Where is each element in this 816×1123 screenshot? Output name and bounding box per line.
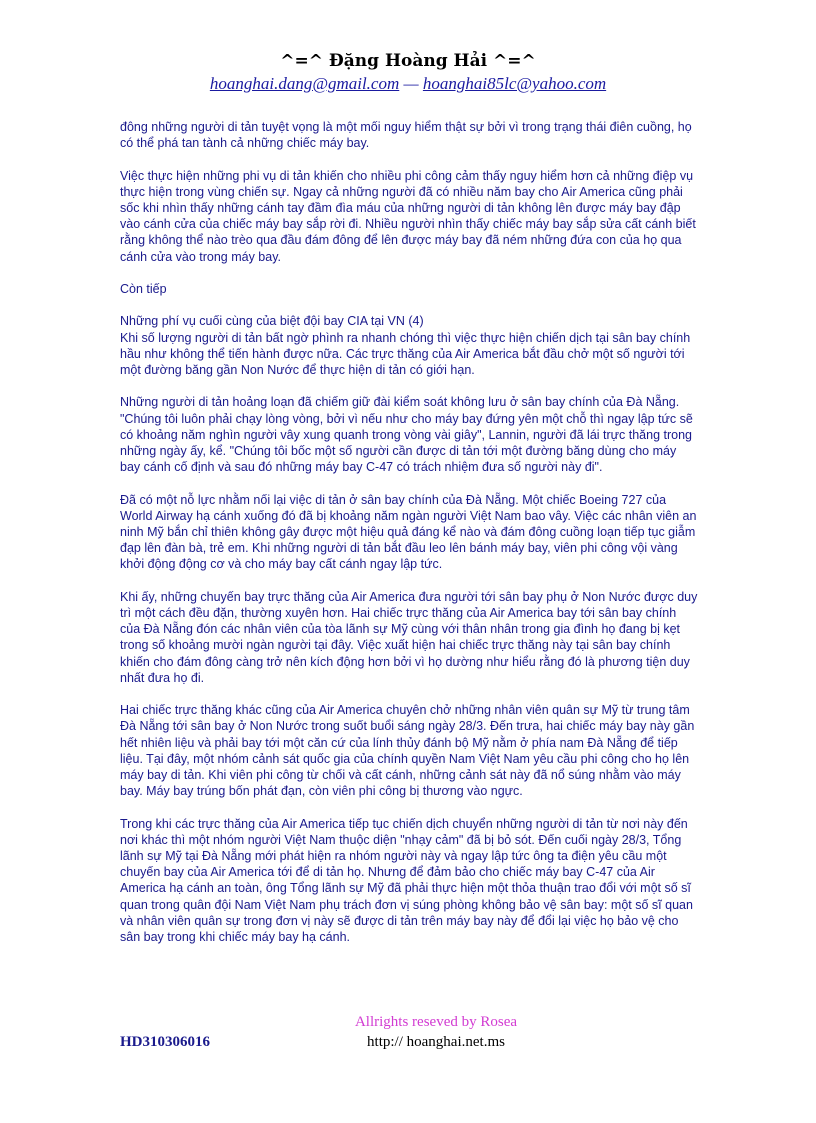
paragraph: đông những người di tản tuyệt vọng là một mối nguy hiểm thật sự bởi vì trong trạng thái điên cuồng, họ có thể phá tan tành cả những chiếc máy bay. [120,120,692,151]
paragraph: Trong khi các trực thăng của Air America tiếp tục chiến dịch chuyển những người di tản từ nơi này đến nơi khác thì một nhóm người Việt Nam thuộc diện "nhạy cảm" đã bị bỏ sót. Đến cuối ngày 28/3, Tổng lãnh sự Mỹ tại Đà Nẵng mới phát hiện ra nhóm người này và ngay lập tức ông ta điện yêu cầu một chuyến bay của Air America tới để di tản họ. Nhưng để đảm bảo cho chiếc máy bay C-47 của Air America hạ cánh an toàn, ông Tổng lãnh sự Mỹ đã phải thực hiện một thỏa thuận trao đổi với một số sĩ quan trong quân đội Nam Việt Nam phụ trách đơn vị súng phòng không bảo vệ sân bay: một số sĩ quan và nhân viên quân sự trong đơn vị này sẽ được di tản trên máy bay này để đổi lại việc họ bảo vệ cho sân bay trong khi chiếc máy bay hạ cánh. [120,816,693,945]
paragraph: Khi ấy, những chuyến bay trực thăng của Air America đưa người tới sân bay phụ ở Non Nước được duy trì một cách đều đặn, thường xuyên hơn. Hai chiếc trực thăng của Air America bay tới sân bay chính của Đà Nẵng đón các nhân viên của tòa lãnh sự Mỹ cùng với thân nhân trong gia đình họ đang bị kẹt trong số khoảng mười ngàn người tại đây. Việc xuất hiện hai chiếc trực thăng này tại sân bay chính khiến cho đám đông càng trở nên kích động hơn bởi vì họ dường như hiểu rằng đó là phương tiện duy nhất đưa họ đi. [120,589,698,685]
email-link-gmail[interactable]: hoanghai.dang@gmail.com [209,74,400,93]
email-link-yahoo[interactable]: hoanghai85lc@yahoo.com [422,74,607,93]
paragraph: Hai chiếc trực thăng khác cũng của Air America chuyên chở những nhân viên quân sự Mỹ từ trung tâm Đà Nẵng tới sân bay ở Non Nước trong suốt buổi sáng ngày 28/3. Đến trưa, hai chiếc máy bay này gần hết nhiên liệu và phải bay tới một căn cứ của lính thủy đánh bộ Mỹ nằm ở phía nam Đà Nẵng để tiếp liệu. Tại đây, một nhóm cảnh sát quốc gia của chính quyền Nam Việt Nam yêu cầu phi công cho họ lên máy bay di tản. Khi viên phi công từ chối và cất cánh, những cảnh sát này đã nổ súng nhằm vào máy bay. Máy bay trúng bốn phát đạn, còn viên phi công bị thương vào ngực. [120,703,695,799]
paragraph: Việc thực hiện những phi vụ di tản khiến cho nhiều phi công cảm thấy nguy hiểm hơn cả những điệp vụ thực hiện trong vùng chiến sự. Ngay cả những người đã có nhiều năm bay cho Air America cũng phải sốc khi nhìn thấy những cánh tay đầm đìa máu của những người di tản không lên được máy bay đập vào cánh cửa của chiếc máy bay sắp rời đi. Nhiều người nhìn thấy chiếc máy bay sắp sửa cất cánh biết rằng không thể nào trèo qua đầu đám đông để lên được máy bay đã ném những đứa con của họ qua cánh cửa vào trong máy bay. [120,168,696,264]
document-body [120,119,698,961]
footer-url[interactable]: http:// hoanghai.net.ms [367,1034,505,1050]
page-header [0,50,816,95]
paragraph: Những người di tản hoảng loạn đã chiếm giữ đài kiểm soát không lưu ở sân bay chính của Đà Nẵng. "Chúng tôi luôn phải chạy lòng vòng, bởi vì nếu như cho máy bay đứng yên một chỗ thì ngay lập tức sẽ có khoảng năm nghìn người vây xung quanh trong vòng vài giây", Lannin, người đã lái trực thăng trong những ngày ấy, kể. "Chúng tôi bốc một số người cần được di tản tới một đường băng dùng cho máy bay cánh cố định và sau đó những máy bay C-47 có trách nhiệm đưa số người này đi". [120,395,693,475]
paragraph: Còn tiếp [120,282,167,296]
footer-code: HD310306016 [120,1034,210,1050]
paragraph: Đã có một nỗ lực nhằm nối lại việc di tản ở sân bay chính của Đà Nẵng. Một chiếc Boeing 727 của World Airway hạ cánh xuống đó đã bị khoảng năm ngàn người Việt Nam bao vây. Việc các nhân viên an ninh Mỹ bắn chỉ thiên không gây được một hiệu quả đáng kể nào và đám đông cuồng loạn tiếp tục giẫm đạp lên đàn bà, trẻ em. Khi những người di tản bắt đầu leo lên bánh máy bay, viên phi công vội vàng khởi động động cơ và cho máy bay cất cánh ngay lập tức. [120,492,697,572]
header-title: ^=^ Đặng Hoàng Hải ^=^ [280,51,536,71]
paragraph: Những phí vụ cuối cùng của biệt đội bay CIA tại VN (4) Khi số lượng người di tản bất ngờ phình ra nhanh chóng thì việc thực hiện chiến dịch tại sân bay chính hầu như không thể tiến hành được nữa. Các trực thăng của Air America bắt đầu chở một số người tới một đường băng gần Non Nước để thực hiện di tản có giới hạn. [120,314,691,377]
footer-rights: Allrights reseved by Rosea [354,1014,518,1030]
email-separator: — [403,74,419,93]
header-emails [0,73,816,95]
